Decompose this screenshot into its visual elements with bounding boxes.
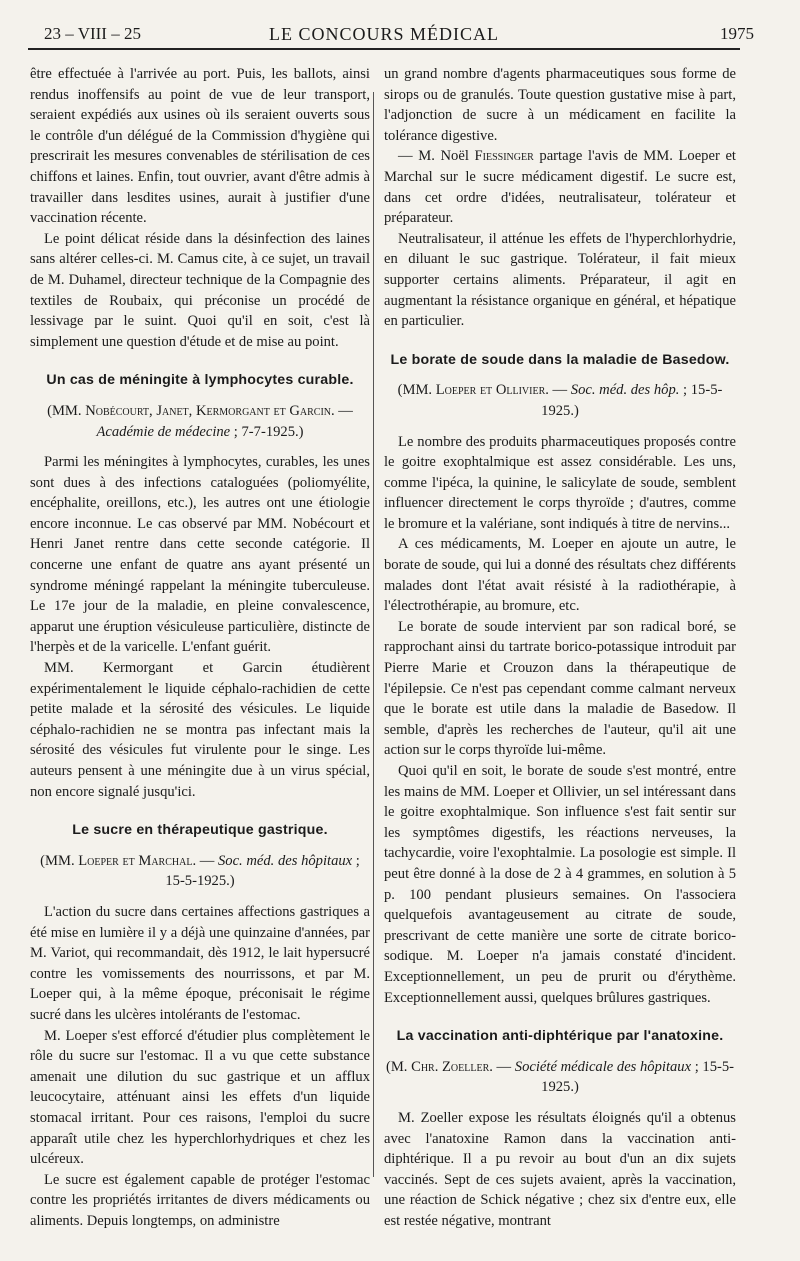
section-heading-meningite: Un cas de méningite à lymphocytes curable. <box>46 372 354 389</box>
section-reference: (MM. Loeper et Marchal. — Soc. méd. des hôpitaux ; 15-5-1925.) <box>40 852 360 890</box>
paragraph: Parmi les méningites à lymphocytes, curables, les unes sont dues à des infections cataloguées (poliomyélite, encéphalite, oreillons, etc.), les autres ont une étiologie encore inconnue. Le cas observé par MM. Nobécourt et Henri Janet rentre dans cette seconde catégorie. Il concerne une enfant de quatre ans ayant présenté un syndrome méningé rappelant la méningite tuberculeuse. Le 17e jour de la maladie, en pleine convalescence, apparut une éruption vésiculeuse particulière, distincte de l'herpès et de la varicelle. L'enfant guérit. <box>30 454 370 656</box>
paragraph: MM. Kermorgant et Garcin étudièrent expérimentalement le liquide céphalo-rachidien de cette petite malade et la sérosité des vésicules. Le liquide céphalo-rachidien ne se montra pas infectant mais la sérosité des vésicules fut virulente pour le singe. Les auteurs pensent à une méningite due à un virus spécial, non encore signalé jusqu'ici. <box>30 660 370 800</box>
section-heading-borate: Le borate de soude dans la maladie de Basedow. <box>390 351 730 368</box>
paragraph: Le nombre des produits pharmaceutiques proposés contre le goitre exophtalmique est assez considérable. Les uns, comme l'ipéca, la quinine, le salicylate de soude, semblent influencer directement le corps thyroïde ; d'autres, comme le bromure et la valériane, sont indiqués à titre de nervins... <box>384 433 736 532</box>
section-heading-sucre: Le sucre en thérapeutique gastrique. <box>72 822 328 839</box>
paragraph: être effectuée à l'arrivée au port. Puis, les ballots, ainsi rendus inoffensifs au point de vue de leur transport, seraient expédiés aux usines où ils seraient ouverts sous le contrôle d'un délégué de la Commission d'hygiène qui prescrirait les mesures convenables de stérilisation de ces chiffons et laines. Enfin, tout ouvrier, avant d'être admis à travailler dans lesdites usines, aurait à justifier d'une vaccination récente. <box>30 66 370 227</box>
paragraph: Quoi qu'il en soit, le borate de soude s'est montré, entre les mains de MM. Loeper et Ollivier, un sel intéressant dans le goitre exophtalmique. Son influence s'est fait sentir sur les symptômes digestifs, les réactions nerveuses, la tachycardie, voire l'exophtalmie. La posologie est simple. Il peut être donné à la dose de 2 à 4 grammes, en solution à 5 p. 100 pendant plusieurs semaines. On l'associera quelquefois avantageusement au citrate de soude, prescrivant de cette manière une sorte de citrate borico-sodique. M. Loeper n'a jamais constaté d'incident. Exceptionnellement, un peu de prurit ou d'érythème. Exceptionnellement aussi, quelques brûlures gastriques. <box>384 763 736 1006</box>
page-number: 1975 <box>720 24 754 43</box>
paragraph: A ces médicaments, M. Loeper en ajoute un autre, le borate de soude, qui lui a donné des résultats chez différents malades dont l'état avait résisté à la radiothérapie, à l'électrothérapie, au bromure, etc. <box>384 536 736 615</box>
paragraph: Le point délicat réside dans la désinfection des laines sans altérer celles-ci. M. Camus cite, à ce sujet, un travail de M. Duhamel, directeur technique de la Compagnie des textiles de Roubaix, qui préconise un procédé de lessivage par le suint. Quoi qu'il en soit, c'est là simplement une question d'étude et de mise au point. <box>30 230 370 350</box>
paragraph: Le borate de soude intervient par son radical boré, se rapprochant ainsi du tartrate borico-potassique introduit par Pierre Marie et Crouzon dans la thérapeutique de l'épilepsie. Ce n'est pas cependant comme calmant nerveux que le borate est utile dans la maladie de Basedow. Il semble, d'après les recherches de l'auteur, qu'il ait une action sur le corps thyroïde lui-même. <box>384 618 736 759</box>
right-column <box>384 64 736 1231</box>
paragraph: M. Zoeller expose les résultats éloignés qu'il a obtenus avec l'anatoxine Ramon dans la vaccination anti-diphtérique. Il a pu revoir au bout d'un an dix sujets vaccinés. Sept de ces sujets avaient, après la vaccination, une réaction de Schick négative ; chez six d'entre eux, elle est restée négative, montrant <box>384 1109 736 1229</box>
journal-title: LE CONCOURS MÉDICAL <box>268 24 499 44</box>
section-heading-vaccination: La vaccination anti-diphtérique par l'anatoxine. <box>396 1028 724 1045</box>
paragraph: Neutralisateur, il atténue les effets de l'hyperchlorhydrie, en diluant le suc gastrique. Tolérateur, il fait mieux supporter certains aliments. Préparateur, il agit en augmentant la résistance organique en général, et hépatique en particulier. <box>384 230 736 330</box>
paragraph: — M. Noël Fiessinger partage l'avis de MM. Loeper et Marchal sur le sucre médicament digestif. Le sucre est, dans cet ordre d'idées, neutralisateur, tolérateur et préparateur. <box>384 148 736 227</box>
column-divider <box>373 92 374 1177</box>
paragraph: Le sucre est également capable de protéger l'estomac contre les propriétés irritantes de divers médicaments ou aliments. Depuis longtemps, on administre <box>30 1171 370 1229</box>
paragraph: M. Loeper s'est efforcé d'étudier plus complètement le rôle du sucre sur l'estomac. Il a vu que cette substance amenait une dilution du suc gastrique et un afflux leucocytaire, atténuant ainsi les effets d'un liquide stomacal irritant. Pour ces raisons, l'emploi du sucre apparaît utile chez les hyperchlorhydriques et chez les ulcéreux. <box>30 1027 370 1168</box>
section-reference: (MM. Nobécourt, Janet, Kermorgant et Garcin. — Académie de médecine ; 7-7-1925.) <box>47 402 353 440</box>
paragraph: L'action du sucre dans certaines affections gastriques a été mise en lumière il y a déjà une quinzaine d'années, par M. Variot, qui recommandait, dès 1912, le lait hypersucré contre les vomissements des nourrissons, et par M. Loeper qui, à la même époque, préconisait le régime sucré dans les ulcères intolérants de l'estomac. <box>30 903 370 1023</box>
left-column <box>30 64 370 1231</box>
page-header <box>28 22 754 50</box>
paragraph: un grand nombre d'agents pharmaceutiques sous forme de sirops ou de granulés. Toute question gustative mise à part, l'adjonction de sucre à un médicament en facilite la tolérance digestive. <box>384 66 736 144</box>
issue-date: 23 – VIII – 25 <box>44 24 141 43</box>
section-reference: (MM. Loeper et Ollivier. — Soc. méd. des hôp. ; 15-5-1925.) <box>397 382 723 419</box>
section-reference: (M. Chr. Zoeller. — Société médicale des hôpitaux ; 15-5-1925.) <box>385 1058 735 1096</box>
